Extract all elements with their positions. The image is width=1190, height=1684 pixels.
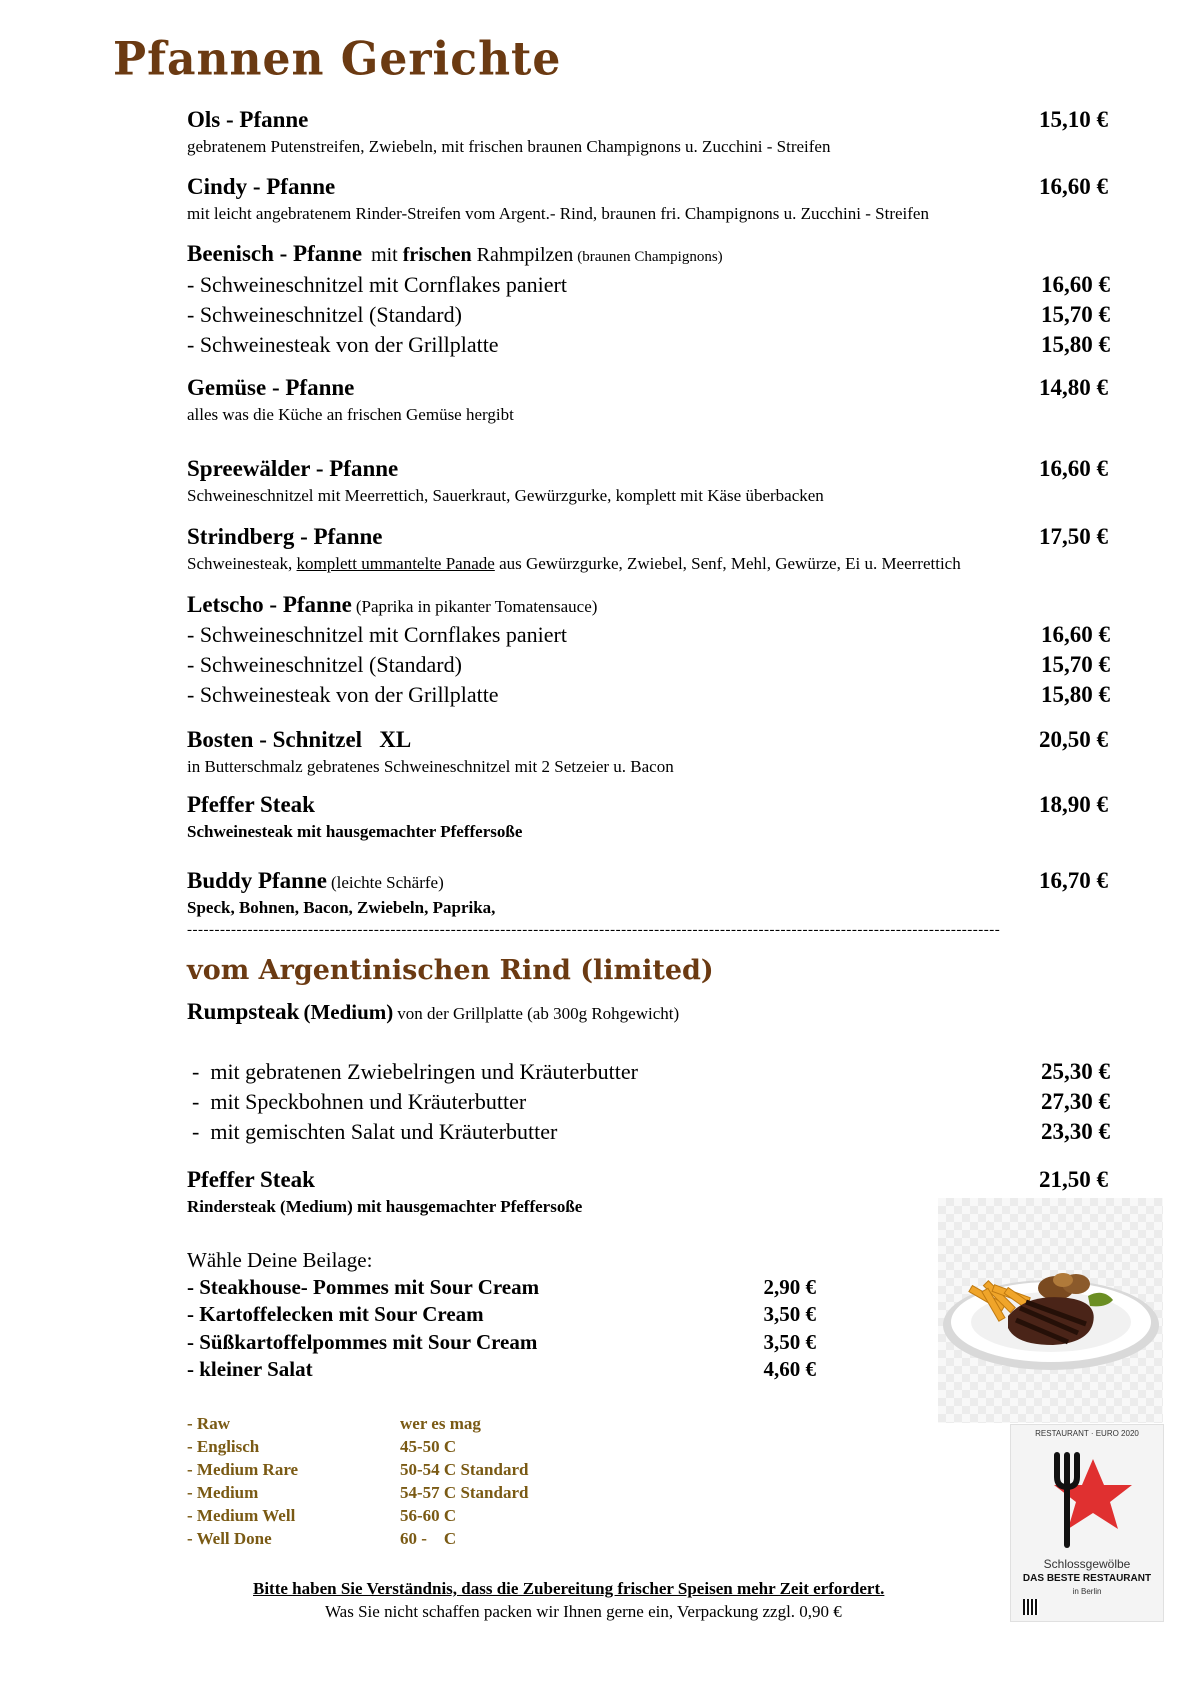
dish-name: Beenisch - Pfanne	[187, 241, 363, 266]
option-label: - Schweineschnitzel mit Cornflakes paniert	[187, 622, 567, 647]
option-label: - Schweineschnitzel (Standard)	[187, 302, 462, 327]
side-label: - Kartoffelecken mit Sour Cream	[187, 1302, 484, 1326]
doneness-label: - Medium Well	[187, 1506, 296, 1525]
separator-line: ----------------------------------------------------------------------------------------------------------------------------------------------------	[187, 922, 1001, 938]
dish-price: 16,60 €	[1039, 174, 1108, 199]
page-title: Pfannen Gerichte	[113, 32, 562, 87]
dish-desc-b: aus Gewürzgurke, Zwiebel, Senf, Mehl, Gewürze, Ei u. Meerrettich	[499, 554, 961, 573]
doneness-label: - Raw	[187, 1414, 230, 1433]
dish-name: Cindy - Pfanne	[187, 174, 336, 199]
badge-title: DAS BESTE RESTAURANT	[1022, 1573, 1152, 1584]
footer-notice: Bitte haben Sie Verständnis, dass die Zubereitung frischer Speisen mehr Zeit erfordert.	[253, 1579, 885, 1598]
option-price: 16,60 €	[1041, 272, 1110, 297]
award-badge	[1010, 1424, 1164, 1622]
side-price: 3,50 €	[763, 1330, 816, 1354]
dish-name: Buddy Pfanne	[187, 868, 327, 893]
option-price: 27,30 €	[1041, 1089, 1110, 1114]
dish-name: Gemüse - Pfanne	[187, 375, 355, 400]
dish-name: Letscho - Pfanne	[187, 592, 352, 617]
dish-price: 18,90 €	[1039, 792, 1108, 817]
side-label: - kleiner Salat	[187, 1357, 313, 1381]
dish-heading-line	[187, 592, 597, 618]
steak-photo	[938, 1198, 1163, 1423]
doneness-label: - Well Done	[187, 1529, 272, 1548]
option-label: - Schweineschnitzel mit Cornflakes paniert	[187, 272, 567, 297]
option-label: - mit Speckbohnen und Kräuterbutter	[192, 1089, 527, 1114]
option-price: 15,80 €	[1041, 682, 1110, 707]
doneness-temp: 50-54 C Standard	[400, 1460, 529, 1479]
dish-price: 20,50 €	[1039, 727, 1108, 752]
dish-name: Strindberg - Pfanne	[187, 524, 383, 549]
option-price: 15,80 €	[1041, 332, 1110, 357]
dish-desc: Schweineschnitzel mit Meerrettich, Sauerkraut, Gewürzgurke, komplett mit Käse überbacken	[187, 486, 824, 505]
option-price: 16,60 €	[1041, 622, 1110, 647]
side-price: 3,50 €	[763, 1302, 816, 1326]
dish-heading-line	[187, 868, 444, 894]
doneness-temp: 45-50 C	[400, 1437, 457, 1456]
doneness-label: - Medium Rare	[187, 1460, 299, 1479]
side-price: 2,90 €	[763, 1275, 816, 1299]
dish-price: 14,80 €	[1039, 375, 1108, 400]
dish-extra-b: frischen	[402, 244, 472, 266]
dish-price: 16,60 €	[1039, 456, 1108, 481]
steak-plate-icon	[938, 1198, 1163, 1423]
doneness-temp: 56-60 C	[400, 1506, 457, 1525]
option-label: - Schweinesteak von der Grillplatte	[187, 332, 499, 357]
side-price: 4,60 €	[763, 1357, 816, 1381]
dish-price: 16,70 €	[1039, 868, 1108, 893]
rumpsteak-note: von der Grillplatte (ab 300g Rohgewicht)	[397, 1004, 680, 1023]
dish-note: (Paprika in pikanter Tomatensauce)	[355, 597, 598, 616]
dish-price: 21,50 €	[1039, 1167, 1108, 1192]
option-label: - mit gebratenen Zwiebelringen und Kräuterbutter	[192, 1059, 638, 1084]
doneness-temp: 54-57 C Standard	[400, 1483, 529, 1502]
rumpsteak-medium: (Medium)	[303, 1000, 394, 1024]
qr-code-icon	[1023, 1599, 1039, 1615]
dish-desc: Schweinesteak mit hausgemachter Pfeffersoße	[187, 822, 523, 841]
dish-desc-a: Schweinesteak,	[187, 554, 293, 573]
side-label: - Steakhouse- Pommes mit Sour Cream	[187, 1275, 540, 1299]
rumpsteak-heading	[187, 999, 679, 1025]
dish-name: Ols - Pfanne	[187, 107, 309, 132]
rumpsteak-name: Rumpsteak	[187, 999, 300, 1024]
dish-extra	[366, 244, 573, 266]
option-price: 15,70 €	[1041, 652, 1110, 677]
doneness-label: - Medium	[187, 1483, 259, 1502]
option-label: - mit gemischten Salat und Kräuterbutter	[192, 1119, 558, 1144]
dish-desc: gebratenem Putenstreifen, Zwiebeln, mit frischen braunen Champignons u. Zucchini - Streifen	[187, 137, 831, 156]
option-label: - Schweineschnitzel (Standard)	[187, 652, 462, 677]
badge-name: Schlossgewölbe	[1043, 1557, 1131, 1571]
dish-name: Bosten - Schnitzel XL	[187, 727, 412, 752]
dish-name: Spreewälder - Pfanne	[187, 456, 399, 481]
section-title: vom Argentinischen Rind (limited)	[187, 955, 714, 986]
dish-desc-underlined: komplett ummantelte Panade	[296, 554, 495, 573]
doneness-temp: wer es mag	[400, 1414, 481, 1433]
dish-desc: mit leicht angebratenem Rinder-Streifen vom Argent.- Rind, braunen fri. Champignons u. Zucchini - Streifen	[187, 204, 929, 223]
option-price: 15,70 €	[1041, 302, 1110, 327]
dish-desc: Rindersteak (Medium) mit hausgemachter Pfeffersoße	[187, 1197, 583, 1216]
badge-sub: in Berlin	[1072, 1587, 1102, 1596]
dish-desc: Speck, Bohnen, Bacon, Zwiebeln, Paprika,	[187, 898, 496, 917]
dish-extra-c: Rahmpilzen	[476, 244, 574, 266]
fork-star-icon	[1011, 1441, 1163, 1551]
badge-top-text: RESTAURANT · EURO 2020	[1035, 1429, 1139, 1438]
doneness-temp: 60 - C	[400, 1529, 457, 1548]
dish-name: Pfeffer Steak	[187, 1167, 315, 1192]
dish-heading-line	[187, 241, 723, 267]
option-price: 23,30 €	[1041, 1119, 1110, 1144]
dish-note: (braunen Champignons)	[577, 249, 723, 265]
option-label: - Schweinesteak von der Grillplatte	[187, 682, 499, 707]
option-price: 25,30 €	[1041, 1059, 1110, 1084]
doneness-label: - Englisch	[187, 1437, 260, 1456]
dish-name: Pfeffer Steak	[187, 792, 315, 817]
beilage-heading: Wähle Deine Beilage:	[187, 1248, 373, 1272]
dish-price: 17,50 €	[1039, 524, 1108, 549]
dish-price: 15,10 €	[1039, 107, 1108, 132]
footer-note: Was Sie nicht schaffen packen wir Ihnen gerne ein, Verpackung zzgl. 0,90 €	[325, 1602, 842, 1621]
dish-desc: in Butterschmalz gebratenes Schweineschnitzel mit 2 Setzeier u. Bacon	[187, 757, 674, 776]
dish-note: (leichte Schärfe)	[330, 873, 444, 892]
side-label: - Süßkartoffelpommes mit Sour Cream	[187, 1330, 538, 1354]
dish-extra-a: mit	[371, 244, 398, 266]
dish-desc	[187, 554, 961, 574]
dish-desc: alles was die Küche an frischen Gemüse hergibt	[187, 405, 514, 424]
